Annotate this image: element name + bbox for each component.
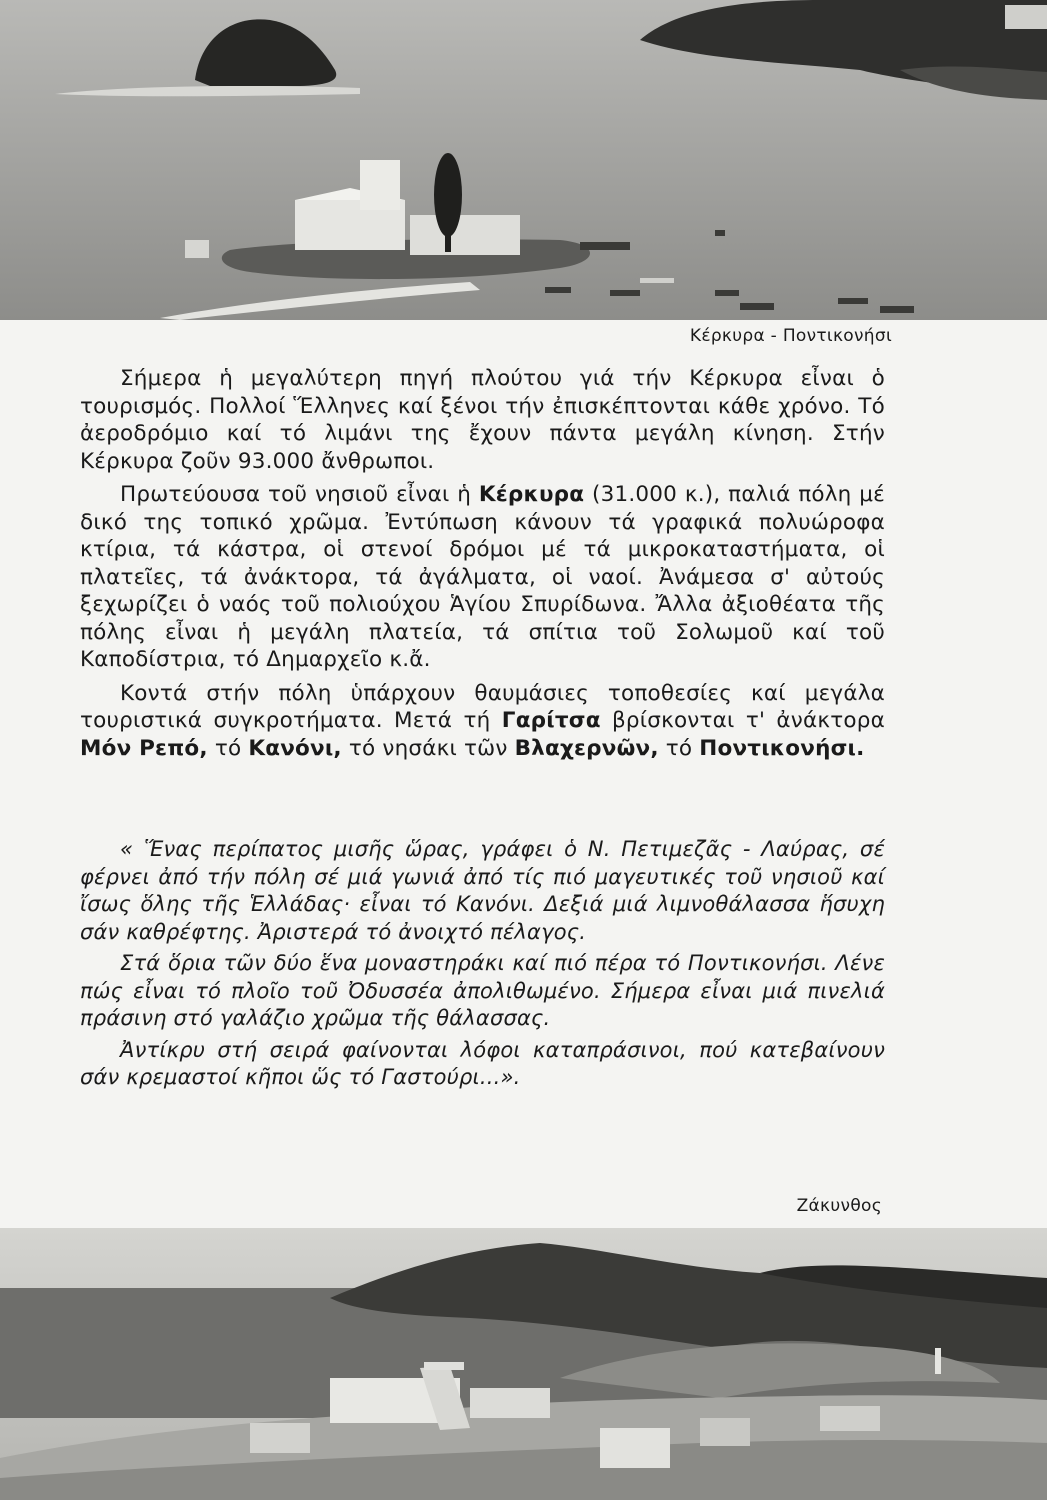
quote-block [80,836,885,1096]
surroundings-text-3: τό [207,735,249,761]
quote-paragraph-1: « Ἕνας περίπατος μισῆς ὥρας, γράφει ὁ Ν. Πετιμεζᾶς - Λαύρας, σέ φέρνει ἀπό τήν πόλη σέ μιά γωνιά ἀπό τίς πιό μαγευτικές τοῦ νησιοῦ καί ἴσως ὅλης τῆς Ἑλλάδας· εἶναι τό Κανόνι. Δεξιά μιά λιμνοθάλασσα ἥσυχη σάν καθρέφτης. Ἀριστερά τό ἀνοιχτό πέλαγος. [80,837,885,944]
photo-kerkyra-pontikonisi [0,0,1047,320]
photo-zakynthos [0,1228,1047,1500]
caption-kerkyra-pontikonisi: Κέρκυρα - Ποντικονήσι [689,326,892,346]
caption-zakynthos: Ζάκυνθος [796,1196,882,1216]
quote-paragraph-3: Ἀντίκρυ στή σειρά φαίνονται λόφοι καταπράσινοι, πού κατεβαίνουν σάν κρεμαστοί κῆποι ὥς τό Γαστούρι...». [80,1037,885,1089]
bold-vlachernon: Βλαχερνῶν, [514,735,659,761]
paragraph-tourism: Σήμερα ἡ μεγαλύτερη πηγή πλούτου γιά τήν Κέρκυρα εἶναι ὁ τουρισμός. Πολλοί Ἕλληνες καί ξένοι τήν ἐπισκέπτονται κάθε χρόνο. Τό ἀεροδρόμιο καί τό λιμάνι της ἔχουν πάντα μεγάλη κίνηση. Στήν Κέρκυρα ζοῦν 93.000 ἄνθρωποι. [80,366,885,474]
bold-garitsa: Γαρίτσα [501,708,601,733]
body-text [80,365,885,768]
bold-mon-repo: Μόν Ρεπό, [80,735,208,761]
surroundings-text-2: βρίσκονται τ' ἀνάκτορα [600,708,885,733]
paragraph-capital [80,481,885,674]
paragraph-capital-text-1: Πρωτεύουσα τοῦ νησιοῦ εἶναι ἡ [120,482,479,507]
paragraph-surroundings [80,680,885,763]
surroundings-text-4: τό νησάκι τῶν [341,735,515,761]
bold-kerkyra: Κέρκυρα [478,482,585,507]
surroundings-text-1: Κοντά στήν πόλη ὑπάρχουν θαυμάσιες τοποθεσίες καί μεγάλα τουριστικά συγκροτήματα. Μετά τή [80,680,885,733]
photo-kerkyra-pontikonisi-illustration [0,0,1047,320]
surroundings-text-5: τό [658,735,700,761]
photo-zakynthos-illustration [0,1228,1047,1500]
bold-pontikonisi: Ποντικονήσι. [699,735,865,761]
paragraph-capital-text-2: (31.000 κ.), παλιά πόλη μέ δικό της τοπικό χρῶμα. Ἐντύπωση κάνουν τά γραφικά πολυώροφα κτίρια, τά κάστρα, οἱ στενοί δρόμοι μέ τά μικροκαταστήματα, οἱ πλατεῖες, τά ἀνάκτορα, τά ἀγάλματα, οἱ ναοί. Ἀνάμεσα σ' αὐτούς ξεχωρίζει ὁ ναός τοῦ πολιούχου Ἁγίου Σπυρίδωνα. Ἄλλα ἀξιοθέατα τῆς πόλης εἶναι ἡ μεγάλη πλατεία, τά σπίτια τοῦ Σολωμοῦ καί τοῦ Καποδίστρια, τό Δημαρχεῖο κ.ἄ. [80,482,885,672]
quote-paragraph-2: Στά ὅρια τῶν δύο ἕνα μοναστηράκι καί πιό πέρα τό Ποντικονήσι. Λένε πώς εἶναι τό πλοῖο τοῦ Ὀδυσσέα ἀπολιθωμένο. Σήμερα εἶναι μιά πινελιά πράσινη στό γαλάζιο χρῶμα τῆς θάλασσας. [80,951,885,1030]
bold-kanoni: Κανόνι, [248,735,342,761]
